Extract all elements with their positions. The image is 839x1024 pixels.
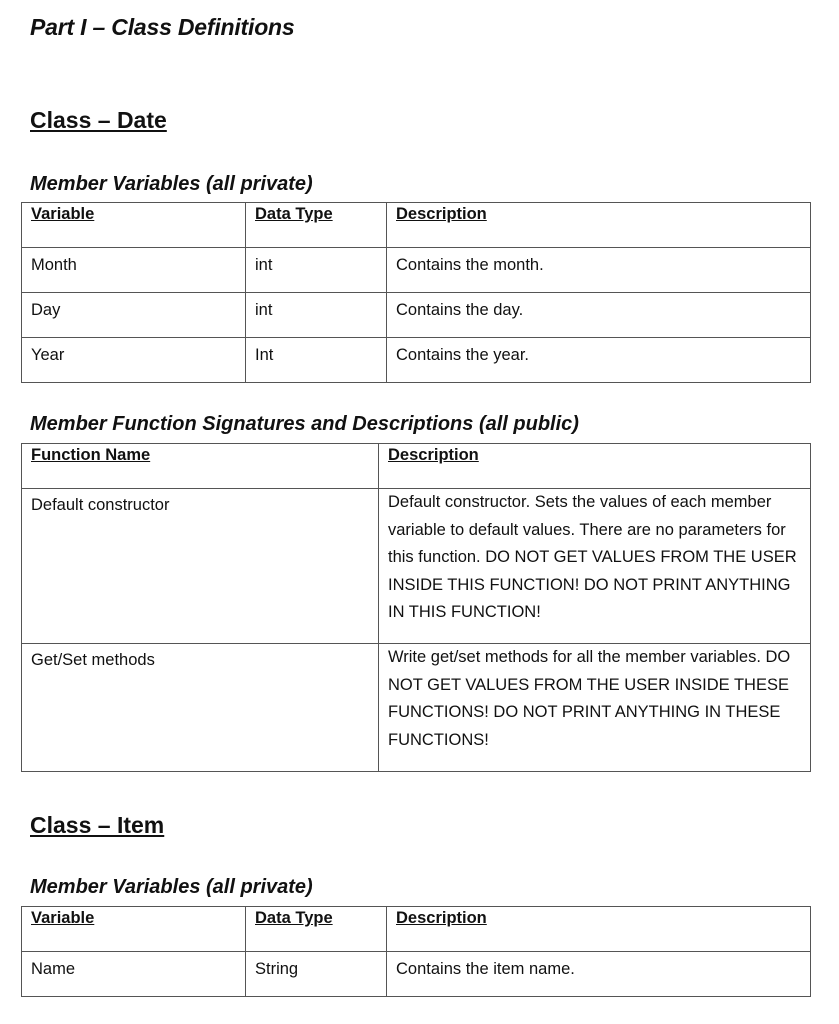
header-description: Description: [379, 444, 811, 489]
table-row: [22, 338, 811, 383]
table-row: [22, 248, 811, 293]
cell-function-name: Default constructor: [22, 489, 379, 644]
item-vars-table: [21, 906, 811, 997]
date-vars-heading: Member Variables (all private): [30, 173, 313, 195]
date-funcs-heading: Member Function Signatures and Descriptions (all public): [30, 413, 579, 435]
cell-data-type: String: [246, 952, 387, 997]
cell-data-type: int: [246, 248, 387, 293]
table-row: [22, 293, 811, 338]
cell-description: Contains the item name.: [387, 952, 811, 997]
cell-description: Contains the day.: [387, 293, 811, 338]
table-row: [22, 489, 811, 644]
header-description: Description: [387, 203, 811, 248]
table-row: [22, 952, 811, 997]
table-row: [22, 644, 811, 772]
cell-variable: Month: [22, 248, 246, 293]
table-header-row: [22, 444, 811, 489]
part-title: Part I – Class Definitions: [30, 14, 295, 40]
header-variable: Variable: [22, 203, 246, 248]
table-header-row: [22, 203, 811, 248]
header-variable: Variable: [22, 907, 246, 952]
class-date-title: Class – Date: [30, 107, 167, 133]
date-funcs-table: [21, 443, 811, 772]
table-header-row: [22, 907, 811, 952]
header-description: Description: [387, 907, 811, 952]
class-item-title: Class – Item: [30, 812, 165, 838]
cell-description: Contains the year.: [387, 338, 811, 383]
cell-data-type: int: [246, 293, 387, 338]
header-function-name: Function Name: [22, 444, 379, 489]
cell-function-name: Get/Set methods: [22, 644, 379, 772]
date-vars-table: [21, 202, 811, 383]
header-data-type: Data Type: [246, 907, 387, 952]
cell-description: Default constructor. Sets the values of each member variable to default values. There are no parameters for this function. DO NOT GET VALUES FROM THE USER INSIDE THIS FUNCTION! DO NOT PRINT ANYTHING IN THIS FUNCTION!: [379, 489, 811, 644]
item-vars-heading: Member Variables (all private): [30, 876, 313, 898]
cell-data-type: Int: [246, 338, 387, 383]
cell-variable: Day: [22, 293, 246, 338]
cell-variable: Year: [22, 338, 246, 383]
cell-variable: Name: [22, 952, 246, 997]
cell-description: Contains the month.: [387, 248, 811, 293]
cell-description: Write get/set methods for all the member variables. DO NOT GET VALUES FROM THE USER INSIDE THESE FUNCTIONS! DO NOT PRINT ANYTHING IN THESE FUNCTIONS!: [379, 644, 811, 772]
header-data-type: Data Type: [246, 203, 387, 248]
